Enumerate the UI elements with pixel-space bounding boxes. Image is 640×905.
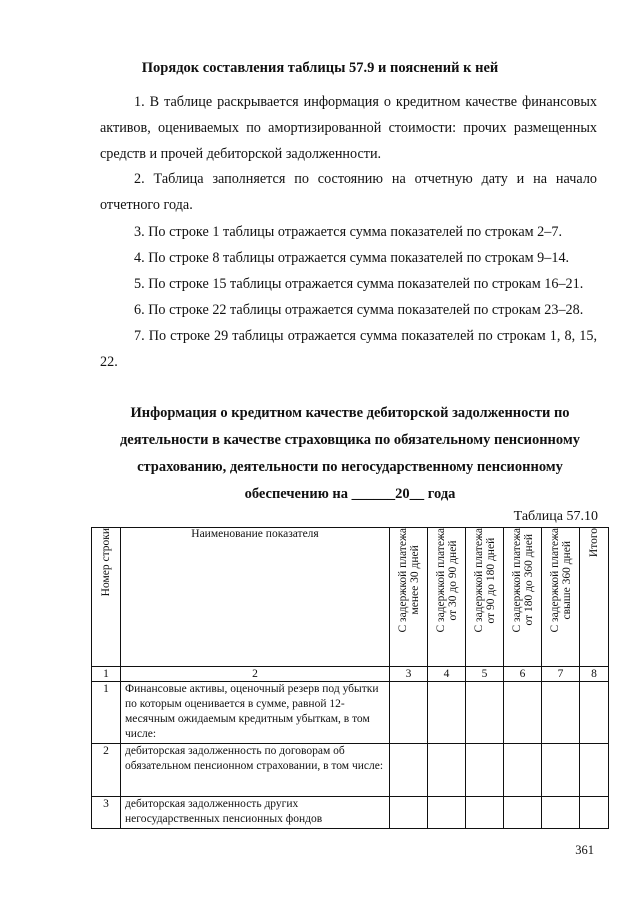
- column-number: 1: [92, 667, 121, 682]
- paragraph-5: [100, 271, 597, 297]
- table-cell: [428, 744, 466, 797]
- paragraph-2: [100, 166, 597, 218]
- header-indicator-name-text: Наименование показателя: [191, 528, 319, 540]
- header-delay-180-360-text: [511, 528, 535, 633]
- header-delay-90-180-line-1: С задержкой платежа: [472, 528, 485, 633]
- column-number: 6: [504, 667, 542, 682]
- paragraph-6: [100, 297, 597, 323]
- column-number: 5: [466, 667, 504, 682]
- table-cell: [428, 797, 466, 829]
- table-cell: [580, 797, 609, 829]
- table-cell: [580, 682, 609, 744]
- column-number: 4: [428, 667, 466, 682]
- table-cell: [542, 682, 580, 744]
- table-cell: [390, 744, 428, 797]
- row-number: 3: [92, 797, 121, 829]
- table-cell: [390, 797, 428, 829]
- row-number: 1: [92, 682, 121, 744]
- header-delay-over-360-line-2: свыше 360 дней: [560, 541, 573, 620]
- header-delay-over-360: [542, 528, 580, 667]
- row-number: 2: [92, 744, 121, 797]
- paragraph-2-text: 2. Таблица заполняется по состоянию на отчетную дату и на начало отчетного года.: [100, 171, 597, 213]
- paragraph-7-text: 7. По строке 29 таблицы отражается сумма показателей по строкам 1, 8, 15, 22.: [100, 328, 597, 370]
- row-indicator: дебиторская задолженность по договорам об обязательном пенсионном страховании, в том числе:: [121, 744, 390, 797]
- column-number-row: [92, 667, 609, 682]
- table-row: [92, 744, 609, 797]
- table-cell: [466, 744, 504, 797]
- paragraph-4: [100, 245, 597, 271]
- header-delay-30-90-line-2: от 30 до 90 дней: [446, 540, 459, 621]
- column-number: 2: [121, 667, 390, 682]
- paragraph-6-text: 6. По строке 22 таблицы отражается сумма показателей по строкам 23–28.: [134, 302, 584, 318]
- header-delay-180-360-line-1: С задержкой платежа: [510, 528, 523, 633]
- paragraph-5-text: 5. По строке 15 таблицы отражается сумма показателей по строкам 16–21.: [134, 276, 584, 292]
- header-row-number-text: Номер строки: [100, 528, 112, 597]
- table-title: [96, 400, 604, 508]
- section-heading: Порядок составления таблицы 57.9 и пояснений к ней: [141, 60, 499, 76]
- table-cell: [504, 797, 542, 829]
- table-cell: [580, 744, 609, 797]
- table-label: Таблица 57.10: [513, 509, 598, 524]
- header-delay-over-360-line-1: С задержкой платежа: [548, 528, 561, 633]
- table-cell: [542, 744, 580, 797]
- header-delay-90-180-line-2: от 90 до 180 дней: [484, 537, 497, 624]
- table-cell: [504, 682, 542, 744]
- header-delay-90-180-text: [473, 528, 497, 633]
- header-delay-180-360-line-2: от 180 до 360 дней: [522, 534, 535, 627]
- header-delay-30-90: [428, 528, 466, 667]
- header-delay-30-90-text: [435, 528, 459, 633]
- table-cell: [504, 744, 542, 797]
- page-number: 361: [575, 843, 594, 857]
- header-delay-over-360-text: [549, 528, 573, 633]
- table-row: [92, 682, 609, 744]
- header-delay-under-30-text: [397, 528, 421, 633]
- header-total-text: Итого: [588, 528, 600, 558]
- header-total: [580, 528, 609, 667]
- paragraph-1: [100, 89, 597, 167]
- row-indicator: Финансовые активы, оценочный резерв под убытки по которым оценивается в сумме, равной 12-месячным ожидаемым кредитным убыткам, в том числе:: [121, 682, 390, 744]
- paragraph-1-text: 1. В таблице раскрывается информация о кредитном качестве финансовых активов, оцениваемых по амортизированной стоимости: прочих размещенных средств и прочей дебиторской задолженности.: [100, 94, 597, 162]
- paragraph-4-text: 4. По строке 8 таблицы отражается сумма показателей по строкам 9–14.: [134, 250, 570, 266]
- paragraph-3-text: 3. По строке 1 таблицы отражается сумма показателей по строкам 2–7.: [134, 224, 562, 240]
- table-title-line-4: обеспечению на ______20__ года: [244, 486, 456, 502]
- table-header-row: [92, 528, 609, 667]
- table-cell: [466, 797, 504, 829]
- header-delay-under-30: [390, 528, 428, 667]
- row-indicator: дебиторская задолженность других негосударственных пенсионных фондов: [121, 797, 390, 829]
- table-title-line-3: страхованию, деятельности по негосударственному пенсионному: [137, 459, 563, 475]
- column-number: 8: [580, 667, 609, 682]
- header-indicator-name: [121, 528, 390, 667]
- paragraph-7: [100, 323, 597, 375]
- paragraph-3: [100, 219, 597, 245]
- table-title-line-2: деятельности в качестве страховщика по обязательному пенсионному: [119, 432, 581, 448]
- table-title-line-1: Информация о кредитном качестве дебиторской задолженности по: [130, 405, 570, 421]
- column-number: 3: [390, 667, 428, 682]
- header-row-number: [92, 528, 121, 667]
- table-row: [92, 797, 609, 829]
- table-cell: [466, 682, 504, 744]
- header-delay-under-30-line-2: менее 30 дней: [408, 545, 421, 615]
- header-delay-under-30-line-1: С задержкой платежа: [396, 528, 409, 633]
- credit-quality-table: [91, 527, 609, 829]
- table-cell: [390, 682, 428, 744]
- header-delay-30-90-line-1: С задержкой платежа: [434, 528, 447, 633]
- header-delay-180-360: [504, 528, 542, 667]
- table-cell: [428, 682, 466, 744]
- column-number: 7: [542, 667, 580, 682]
- header-delay-90-180: [466, 528, 504, 667]
- table-cell: [542, 797, 580, 829]
